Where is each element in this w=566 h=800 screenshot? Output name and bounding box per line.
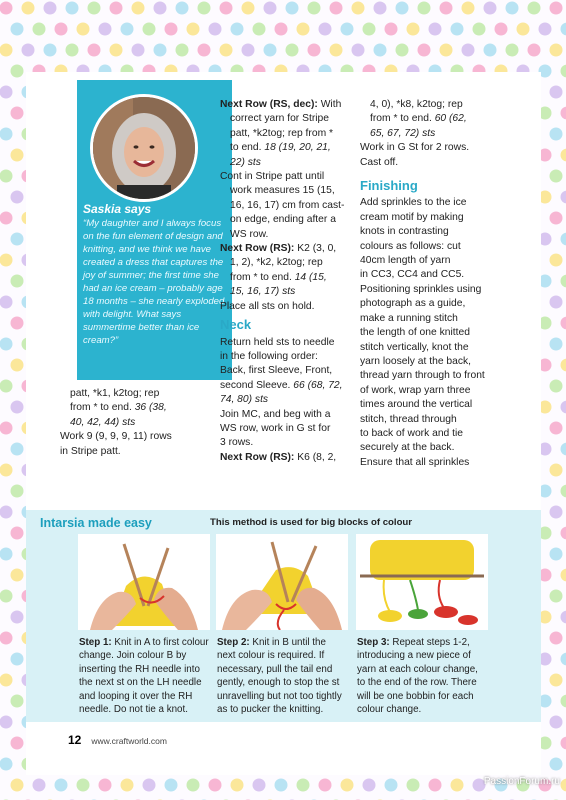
polka-dot: [0, 548, 13, 561]
polka-dot: [550, 2, 563, 15]
text-line: 15, 16, 17) sts: [230, 286, 296, 298]
text-line: second Sleeve. 66 (68, 72,: [220, 379, 343, 391]
polka-dot: [121, 23, 134, 36]
polka-dot: [561, 653, 566, 666]
text-line: Return held sts to needle: [220, 336, 335, 348]
polka-dot: [11, 275, 24, 288]
polka-dot: [550, 590, 563, 603]
instruction-row: Next Row (RS, dec): With: [220, 99, 342, 110]
polka-dot: [11, 23, 24, 36]
polka-dot: [440, 44, 453, 57]
polka-dot: [550, 128, 563, 141]
polka-dot: [550, 212, 563, 225]
polka-dot: [0, 44, 13, 57]
polka-dot: [110, 2, 123, 15]
polka-dot: [0, 716, 13, 729]
text-line: of work, wrap yarn three: [360, 384, 471, 396]
polka-dot: [561, 359, 566, 372]
text-line: Join MC, and beg with a: [220, 408, 331, 420]
text-line: stitch vertically, knot the: [360, 341, 469, 353]
polka-dot: [66, 2, 79, 15]
polka-dot: [11, 107, 24, 120]
polka-dot: [253, 23, 266, 36]
polka-dot: [561, 737, 566, 750]
polka-dot: [264, 2, 277, 15]
polka-dot: [154, 2, 167, 15]
intarsia-panel: [26, 510, 541, 722]
polka-dot: [550, 758, 563, 771]
polka-dot: [550, 548, 563, 561]
polka-dot: [561, 485, 566, 498]
polka-dot: [561, 191, 566, 204]
polka-dot: [198, 2, 211, 15]
polka-dot: [44, 2, 57, 15]
polka-dot: [550, 674, 563, 687]
step-2-photo: [216, 534, 348, 630]
polka-dot: [209, 23, 222, 36]
polka-dot: [561, 527, 566, 540]
designer-quote: “My daughter and I always focus on the fun element of design and knitting, and we think we have created a dress that captures the joy of summer; the first time she had an ice cream – probably age 18 months – she nearly exploded with delight. What says summertime better than ice cream?”: [83, 218, 225, 346]
polka-dot: [0, 212, 13, 225]
polka-dot: [341, 23, 354, 36]
polka-dot: [132, 2, 145, 15]
polka-dot: [561, 233, 566, 246]
website-link[interactable]: www.craftworld.com: [91, 736, 167, 746]
polka-dot: [561, 107, 566, 120]
text-line: to end. 18 (19, 20, 21,: [230, 142, 331, 154]
text-line: on edge, ending after a: [230, 214, 336, 226]
polka-dot: [0, 590, 13, 603]
polka-dot: [11, 779, 24, 792]
text-line: times around the vertical: [360, 399, 473, 411]
instruction-row: Next Row (RS): K6 (8, 2,: [220, 451, 337, 463]
polka-dot: [88, 2, 101, 15]
polka-dot: [561, 401, 566, 414]
text-line: yarn loosely at the back,: [360, 355, 472, 367]
text-line: correct yarn for Stripe: [230, 113, 329, 125]
polka-dot: [242, 44, 255, 57]
polka-dot: [550, 464, 563, 477]
text-line: work measures 15 (15,: [230, 185, 335, 197]
polka-dot: [308, 2, 321, 15]
polka-dot: [275, 779, 288, 792]
polka-dot: [55, 779, 68, 792]
polka-dot: [550, 296, 563, 309]
polka-dot: [44, 44, 57, 57]
polka-dot: [561, 275, 566, 288]
polka-dot: [297, 23, 310, 36]
polka-dot: [407, 23, 420, 36]
polka-dot: [0, 674, 13, 687]
text-line: cream motif by making: [360, 211, 464, 223]
page-number: 12: [68, 733, 82, 747]
text-line: Back, first Sleeve, Front,: [220, 365, 333, 377]
text-line: in CC3, CC4 and CC5.: [360, 269, 465, 281]
text-line: the length of one knitted: [360, 327, 470, 339]
finishing-heading: Finishing: [360, 178, 418, 194]
polka-dot: [55, 23, 68, 36]
polka-dot: [506, 2, 519, 15]
polka-dot: [440, 2, 453, 15]
text-line: 22) sts: [230, 156, 261, 168]
polka-dot: [484, 2, 497, 15]
intarsia-title: Intarsia made easy: [40, 516, 152, 530]
polka-dot: [528, 44, 541, 57]
polka-dot: [550, 422, 563, 435]
polka-dot: [242, 2, 255, 15]
text-line: 1, 2), *k2, k2tog; rep: [230, 257, 323, 269]
polka-dot: [506, 44, 519, 57]
text-line: knots in contrasting: [360, 226, 449, 238]
polka-dot: [0, 758, 13, 771]
polka-dot: [550, 716, 563, 729]
polka-dot: [66, 44, 79, 57]
polka-dot: [286, 2, 299, 15]
polka-dot: [231, 23, 244, 36]
polka-dot: [484, 44, 497, 57]
polka-dot: [11, 359, 24, 372]
polka-dot: [297, 779, 310, 792]
polka-dot: [0, 170, 13, 183]
polka-dot: [550, 338, 563, 351]
polka-dot: [561, 65, 566, 78]
polka-dot: [0, 632, 13, 645]
polka-dot: [561, 695, 566, 708]
polka-dot: [286, 44, 299, 57]
text-line: Positioning sprinkles using: [360, 283, 482, 295]
polka-dot: [528, 2, 541, 15]
polka-dot: [539, 23, 552, 36]
polka-dot: [154, 44, 167, 57]
polka-dot: [264, 44, 277, 57]
avatar: [90, 94, 198, 202]
polka-dot: [561, 779, 566, 792]
text-line: stitch, thread through: [360, 413, 457, 425]
polka-dot: [11, 653, 24, 666]
polka-dot: [99, 23, 112, 36]
polka-dot: [176, 2, 189, 15]
text-line: Cont in Stripe patt until: [220, 171, 325, 183]
polka-dot: [88, 44, 101, 57]
step-3-photo: [356, 534, 488, 630]
text-line: in the following order:: [220, 350, 318, 362]
polka-dot: [220, 44, 233, 57]
polka-dot: [396, 2, 409, 15]
column-2-text: [220, 98, 360, 465]
polka-dot: [473, 23, 486, 36]
polka-dot: [352, 44, 365, 57]
text-line: 4, 0), *k8, k2tog; rep: [370, 99, 463, 110]
text-line: thread yarn through to front: [360, 370, 485, 382]
polka-dot: [0, 422, 13, 435]
polka-dot: [11, 737, 24, 750]
polka-dot: [0, 464, 13, 477]
designer-quote-box: [77, 80, 232, 380]
text-line: photograph as a guide,: [360, 298, 466, 310]
polka-dot: [143, 779, 156, 792]
polka-dot: [110, 44, 123, 57]
polka-dot: [11, 191, 24, 204]
polka-dot: [561, 443, 566, 456]
polka-dot: [0, 254, 13, 267]
polka-dot: [121, 779, 134, 792]
polka-dot: [0, 506, 13, 519]
step-3-caption: Step 3: Repeat steps 1-2, introducing a new piece of yarn at each colour change, to the end of the row. There will be one bobbin for each colour change.: [357, 637, 478, 716]
polka-dot: [550, 380, 563, 393]
polka-dot: [0, 86, 13, 99]
text-line: from * to end. 14 (15,: [230, 271, 327, 283]
polka-dot: [330, 2, 343, 15]
page-footer: [68, 733, 167, 747]
polka-dot: [550, 254, 563, 267]
polka-dot: [385, 23, 398, 36]
polka-dot: [77, 23, 90, 36]
intarsia-subtitle: This method is used for big blocks of colour: [210, 517, 413, 528]
watermark: PassionForum.ru: [483, 776, 560, 787]
polka-dot: [22, 2, 35, 15]
polka-dot: [11, 695, 24, 708]
polka-dot: [22, 44, 35, 57]
polka-dot: [319, 779, 332, 792]
polka-dot: [11, 443, 24, 456]
polka-dot: [33, 779, 46, 792]
polka-dot: [253, 779, 266, 792]
polka-dot: [330, 44, 343, 57]
polka-dot: [11, 149, 24, 162]
polka-dot: [418, 2, 431, 15]
polka-dot: [198, 44, 211, 57]
text-line: Place all sts on hold.: [220, 300, 315, 312]
text-line: 16, 16, 17) cm from cast-: [230, 199, 345, 211]
polka-dot: [308, 44, 321, 57]
polka-dot: [165, 23, 178, 36]
polka-dot: [0, 380, 13, 393]
text-line: to back of work and tie: [360, 427, 464, 439]
col1-line: in Stripe patt.: [60, 445, 121, 457]
neck-heading: Neck: [220, 317, 252, 333]
polka-dot: [11, 611, 24, 624]
text-line: colours as follows: cut: [360, 240, 461, 252]
text-line: Ensure that all sprinkles: [360, 456, 470, 468]
polka-dot: [11, 569, 24, 582]
text-line: Cast off.: [360, 156, 399, 168]
polka-dot: [165, 779, 178, 792]
text-line: 65, 67, 72) sts: [370, 127, 436, 139]
polka-dot: [11, 233, 24, 246]
polka-dot: [33, 23, 46, 36]
polka-dot: [275, 23, 288, 36]
polka-dot: [0, 338, 13, 351]
polka-dot: [451, 779, 464, 792]
polka-dot: [451, 23, 464, 36]
col1-line: Work 9 (9, 9, 9, 11) rows: [60, 431, 172, 443]
polka-dot: [11, 65, 24, 78]
polka-dot: [0, 296, 13, 309]
step-1-photo: [78, 534, 210, 630]
text-line: make a running stitch: [360, 312, 458, 324]
text-line: 74, 80) sts: [220, 394, 269, 406]
polka-dot: [407, 779, 420, 792]
polka-dot: [319, 23, 332, 36]
polka-dot: [11, 401, 24, 414]
polka-dot: [561, 317, 566, 330]
polka-dot: [550, 506, 563, 519]
polka-dot: [352, 2, 365, 15]
text-line: 40cm length of yarn: [360, 255, 451, 267]
column-3-text: [360, 98, 525, 470]
text-line: 3 rows.: [220, 437, 254, 449]
polka-dot: [0, 2, 13, 15]
text-line: patt, *k2tog; rep from *: [230, 127, 334, 139]
polka-dot: [11, 527, 24, 540]
polka-dot: [495, 23, 508, 36]
instruction-row: Next Row (RS): K2 (3, 0,: [220, 243, 337, 255]
polka-dot: [11, 317, 24, 330]
polka-dot: [220, 2, 233, 15]
step-2-caption: Step 2: Knit in B until the next colour is required. If necessary, pull the tail end gently, enough to stop the st unravelling but not too tightly as to pucker the knitting.: [217, 637, 342, 716]
polka-dot: [187, 23, 200, 36]
polka-dot: [418, 44, 431, 57]
polka-dot: [176, 44, 189, 57]
column-1-text: [60, 387, 225, 459]
polka-dot: [132, 44, 145, 57]
polka-dot: [0, 128, 13, 141]
col1-line: from * to end. 36 (38,: [70, 402, 167, 414]
polka-dot: [11, 485, 24, 498]
polka-dot: [561, 149, 566, 162]
text-line: from * to end. 60 (62,: [370, 113, 467, 125]
text-line: Add sprinkles to the ice: [360, 197, 467, 209]
polka-dot: [77, 779, 90, 792]
polka-dot: [363, 23, 376, 36]
text-line: Work in G St for 2 rows.: [360, 142, 470, 154]
polka-dot: [462, 2, 475, 15]
polka-dot: [99, 779, 112, 792]
polka-dot: [550, 44, 563, 57]
step-1-caption: Step 1: Knit in A to first colour change. Join colour B by inserting the RH needle into the next st on the LH needle and looping it over the RH needle. Do not tie a knot.: [79, 637, 209, 716]
polka-dot: [385, 779, 398, 792]
polka-dot: [561, 23, 566, 36]
polka-dot: [550, 86, 563, 99]
col1-line: 40, 42, 44) sts: [70, 416, 136, 428]
polka-dot: [429, 779, 442, 792]
polka-dot: [374, 2, 387, 15]
polka-dot: [231, 779, 244, 792]
polka-dot: [363, 779, 376, 792]
sidebar-title: Saskia says: [83, 202, 152, 216]
polka-dot: [561, 569, 566, 582]
text-line: securely at the back.: [360, 442, 455, 454]
polka-dot: [209, 779, 222, 792]
text-line: WS row, work in G st for: [220, 422, 331, 434]
polka-dot: [550, 632, 563, 645]
polka-dot: [517, 23, 530, 36]
polka-dot: [143, 23, 156, 36]
polka-dot: [462, 44, 475, 57]
polka-dot: [550, 170, 563, 183]
polka-dot: [341, 779, 354, 792]
polka-dot: [187, 779, 200, 792]
polka-dot: [374, 44, 387, 57]
polka-dot: [396, 44, 409, 57]
polka-dot: [429, 23, 442, 36]
polka-dot: [561, 611, 566, 624]
text-line: WS row.: [230, 228, 269, 240]
col1-line: patt, *k1, k2tog; rep: [70, 388, 160, 399]
